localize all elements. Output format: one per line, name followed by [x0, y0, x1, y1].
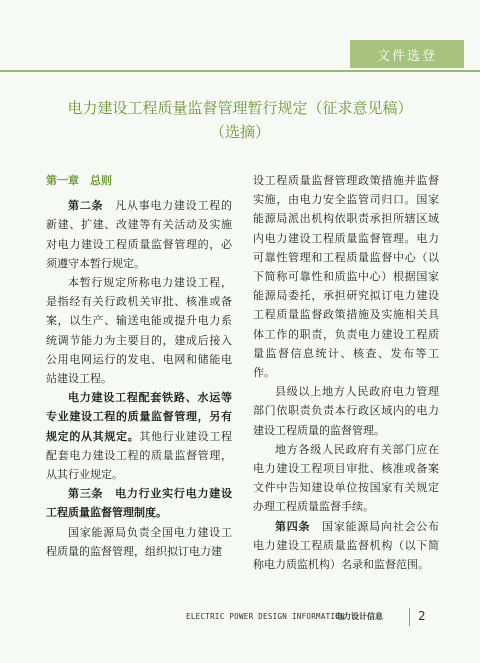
approval-notice-paragraph: 地方各级人民政府有关部门应在电力建设工程项目审批、核准或备案文件中告知建设单位按国家有关规定办理工程质量监督手续。 — [253, 442, 439, 514]
page-number: 2 — [418, 609, 426, 623]
article-2-text: 凡从事电力建设工程的新建、扩建、改建等有关活动及实施对电力建设工程质量监督管理的，必须遵守本暂行规定。 — [46, 199, 233, 270]
local-government-paragraph: 县级以上地方人民政府电力管理部门依职责负责本行政区域内的电力建设工程质量的监督管理。 — [253, 385, 439, 437]
document-title — [20, 96, 460, 144]
supporting-works-bold: 电力建设工程配套铁路、水运等专业建设工程的质量监督管理，另有规定的从其规定。 — [46, 391, 232, 443]
header-divider — [0, 70, 480, 72]
footer-english-title: ELECTRIC POWER DESIGN INFORMATION — [186, 612, 345, 621]
article-4-text: 国家能源局向社会公布电力建设工程质量监督机构（以下简称电力质监机构）名录和监督范围。 — [253, 519, 440, 572]
article-4-number: 第四条 — [275, 519, 311, 533]
page-footer — [0, 608, 480, 628]
article-2-paragraph — [46, 196, 232, 273]
supporting-works-rest: 其他行业建设工程配套电力建设工程的质量监督管理，从其行业规定。 — [46, 429, 233, 482]
definition-paragraph: 本暂行规定所称电力建设工程，是指经有关行政机关审批、核准或备案，以生产、输送电能或提升电力系统调节能力为主要目的，建成后接入公用电网运行的发电、电网和储能电站建设工程。 — [46, 276, 232, 386]
nea-responsibility-paragraph: 国家能源局负责全国电力建设工程质量的监督管理，组织拟订电力建 — [46, 525, 232, 558]
supporting-works-paragraph — [46, 388, 232, 484]
left-column — [46, 171, 232, 561]
title-line-1: 电力建设工程质量监督管理暂行规定（征求意见稿） — [67, 99, 413, 117]
footer-separator — [409, 608, 410, 626]
section-tag: 文件选登 — [350, 40, 464, 68]
title-line-2: （选摘） — [209, 123, 270, 141]
footer-chinese-title: 电力设计信息 — [335, 612, 383, 621]
article-3-paragraph: 第三条 电力行业实行电力建设工程质量监督管理制度。 — [46, 487, 232, 520]
article-2-number: 第二条 — [68, 199, 104, 213]
continued-paragraph: 设工程质量监督管理政策措施并监督实施，由电力安全监管司归口。国家能源局派出机构依职责承担所辖区域内电力建设工程质量监督管理。电力可靠性管理和工程质量监督中心（以下简称可靠性和质监中心）根据国家能源局委托，承担研究拟订电力建设工程质量监督政策措施及实施相关具体工作的职责，负责电力建设工程质量监督信息统计、核查、发布等工作。 — [253, 174, 439, 380]
article-4-paragraph — [253, 517, 439, 575]
right-column — [253, 171, 439, 574]
chapter-heading: 第一章 总则 — [46, 174, 112, 187]
